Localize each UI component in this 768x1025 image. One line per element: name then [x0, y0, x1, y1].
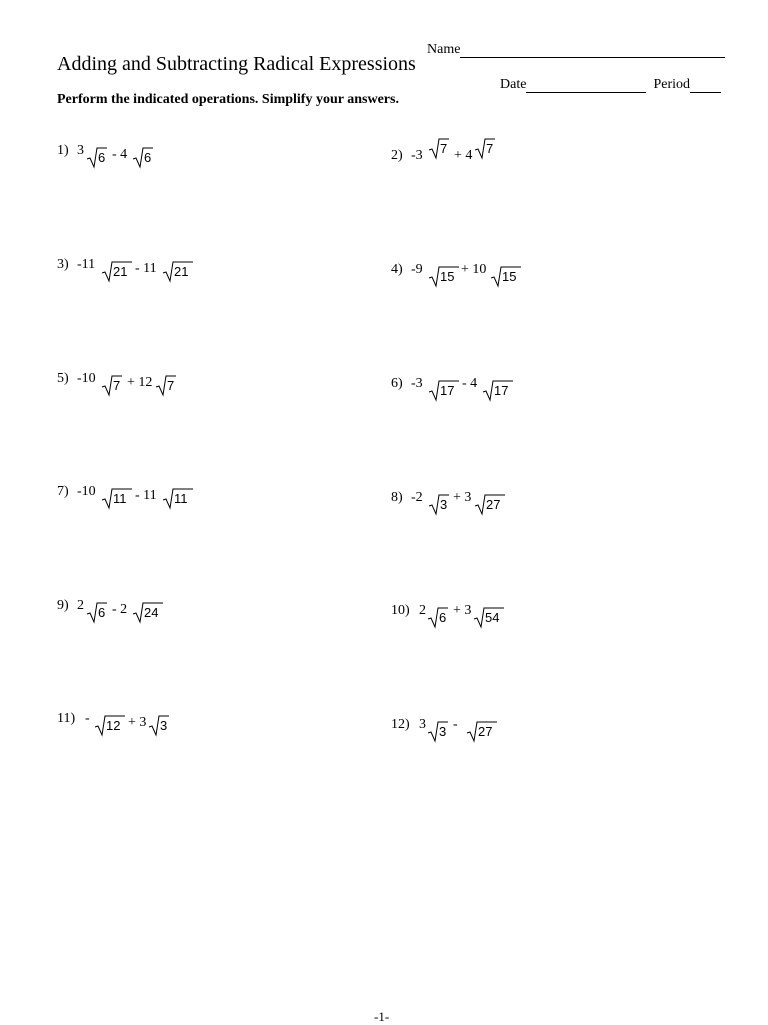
worksheet-title: Adding and Subtracting Radical Expressions: [57, 53, 416, 75]
radicand: 7: [486, 141, 494, 156]
date-blank: [526, 79, 646, 93]
radicand: 6: [144, 150, 152, 165]
problem-1: [57, 143, 177, 173]
radicand: 21: [113, 264, 128, 279]
radicand: 3: [440, 497, 448, 512]
problem-number: 4): [391, 262, 403, 277]
problem-6: [391, 376, 521, 406]
problem-number: 12): [391, 717, 410, 732]
problem-number: 5): [57, 371, 69, 386]
problem-11: [57, 711, 187, 741]
operator: - 2: [112, 602, 128, 617]
radicand: 3: [439, 724, 447, 739]
operator: + 10: [461, 262, 487, 277]
coefficient: -2: [411, 490, 423, 505]
problem-number: 3): [57, 257, 69, 272]
instructions: Perform the indicated operations. Simplify your answers.: [57, 92, 399, 107]
radicand: 7: [167, 378, 175, 393]
problem-9: [57, 598, 187, 628]
operator: + 3: [128, 715, 147, 730]
operator: - 4: [462, 376, 478, 391]
coefficient: -10: [77, 484, 96, 499]
problem-5: [57, 371, 187, 401]
radicand: 6: [439, 610, 447, 625]
problem-4: [391, 262, 531, 292]
problem-8: [391, 490, 521, 520]
radicand: 6: [98, 150, 106, 165]
operator: + 3: [453, 603, 472, 618]
radicand: 15: [440, 269, 455, 284]
coefficient: -3: [411, 376, 423, 391]
radicand: 27: [486, 497, 501, 512]
name-field: [427, 42, 725, 58]
problem-10: [391, 603, 521, 633]
coefficient: 3: [419, 717, 426, 732]
problem-7: [57, 484, 207, 514]
operator: -: [453, 717, 458, 732]
radicand: 7: [113, 378, 121, 393]
page-number: -1-: [374, 1009, 390, 1024]
radicand: 24: [144, 605, 159, 620]
problem-number: 8): [391, 490, 403, 505]
radicand: 12: [106, 718, 121, 733]
radicand: 15: [502, 269, 517, 284]
problem-number: 1): [57, 143, 69, 158]
date-label: Date: [500, 77, 527, 92]
problem-12: [391, 717, 521, 747]
radicand: 7: [440, 141, 448, 156]
radicand: 11: [113, 491, 127, 506]
coefficient: 2: [77, 598, 84, 613]
coefficient: 3: [77, 143, 84, 158]
radicand: 17: [494, 383, 509, 398]
operator: + 4: [454, 148, 473, 163]
operator: + 12: [127, 375, 153, 390]
radicand: 27: [478, 724, 493, 739]
radicand: 54: [485, 610, 500, 625]
radicand: 6: [98, 605, 106, 620]
problem-number: 11): [57, 711, 76, 726]
coefficient: 2: [419, 603, 426, 618]
operator: + 3: [453, 490, 472, 505]
radicand: 11: [174, 491, 188, 506]
operator: - 4: [112, 147, 128, 162]
problem-number: 6): [391, 376, 403, 391]
problem-number: 10): [391, 603, 410, 618]
date-period-field: [500, 77, 721, 93]
radicand: 3: [160, 718, 168, 733]
coefficient: -11: [77, 257, 96, 272]
problem-2: [391, 138, 511, 168]
operator: - 11: [135, 261, 157, 276]
coefficient: -: [85, 711, 90, 726]
radicand: 21: [174, 264, 189, 279]
problem-number: 9): [57, 598, 69, 613]
operator: - 11: [135, 488, 157, 503]
name-blank: [460, 44, 725, 58]
name-label: Name: [427, 42, 461, 57]
period-blank: [690, 79, 721, 93]
coefficient: -10: [77, 371, 96, 386]
coefficient: -3: [411, 148, 423, 163]
period-label: Period: [653, 77, 690, 92]
problem-number: 7): [57, 484, 69, 499]
problem-number: 2): [391, 148, 403, 163]
radicand: 17: [440, 383, 455, 398]
problem-3: [57, 257, 207, 287]
coefficient: -9: [411, 262, 423, 277]
